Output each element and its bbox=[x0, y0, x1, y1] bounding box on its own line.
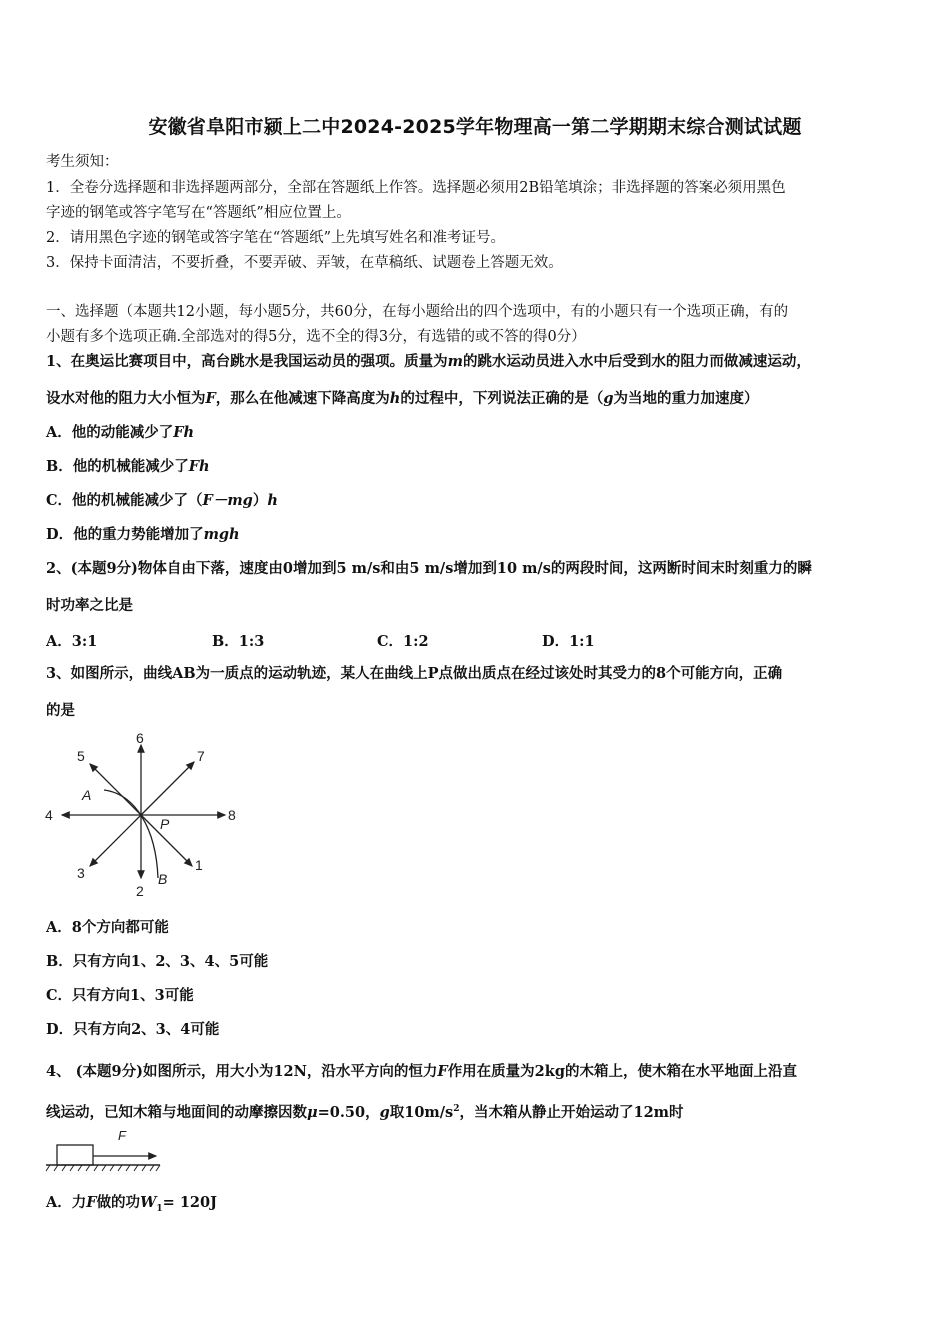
question-1-option-a bbox=[46, 423, 916, 443]
question-2-stem: 2、(本题9分)物体自由下落，速度由0增加到5 m/s和由5 m/s增加到10 m/s的两段时间，这两断时间末时刻重力的瞬 bbox=[46, 560, 812, 577]
question-4-stem bbox=[46, 1099, 916, 1123]
var-Fh: Fh bbox=[173, 424, 195, 441]
question-3-option-a: A．8个方向都可能 bbox=[46, 919, 169, 936]
direction-label-3: 3 bbox=[77, 865, 85, 881]
ground-hatching bbox=[46, 1165, 160, 1171]
text-run: B．他的机械能减少了 bbox=[46, 458, 189, 475]
text-run: = 120J bbox=[162, 1194, 217, 1211]
question-2-option-c: C．1:2 bbox=[377, 633, 429, 650]
var-F: F bbox=[437, 1063, 448, 1080]
var-F-mg: F－mg bbox=[202, 492, 253, 509]
question-2-option-d: D．1:1 bbox=[542, 633, 595, 650]
question-1-option-b bbox=[46, 457, 916, 477]
var-g: g bbox=[379, 1103, 390, 1121]
text-run: 线运动，已知木箱与地面间的动摩擦因数 bbox=[46, 1103, 307, 1121]
var-g: g bbox=[603, 390, 614, 407]
var-m: m bbox=[447, 353, 463, 370]
text-run: A．力 bbox=[46, 1194, 87, 1211]
question-1-option-d bbox=[46, 525, 916, 545]
text-run: 设水对他的阻力大小恒为 bbox=[46, 390, 206, 407]
var-F: F bbox=[205, 390, 216, 407]
notice-item: 3．保持卡面清洁，不要折叠，不要弄破、弄皱，在草稿纸、试题卷上答题无效。 bbox=[46, 255, 563, 271]
var-h: h bbox=[389, 390, 401, 407]
text-run: 的跳水运动员进入水中后受到水的阻力而做减速运动， bbox=[462, 353, 811, 370]
direction-label-7: 7 bbox=[197, 748, 205, 764]
question-1-stem bbox=[46, 352, 916, 372]
force-directions-figure bbox=[40, 728, 250, 900]
question-3-option-c: C．只有方向1、3可能 bbox=[46, 987, 194, 1004]
question-4-stem bbox=[46, 1062, 916, 1082]
point-label-P: P bbox=[160, 816, 170, 832]
text-run: =0.50， bbox=[317, 1103, 380, 1121]
question-1-option-c bbox=[46, 491, 916, 511]
question-4-option-a bbox=[46, 1193, 916, 1219]
notice-heading: 考生须知： bbox=[46, 154, 119, 170]
curve-label-A: A bbox=[82, 787, 92, 803]
arrow-5 bbox=[90, 764, 141, 815]
var-Fh: Fh bbox=[188, 458, 210, 475]
question-2-option-b: B．1:3 bbox=[212, 633, 265, 650]
trajectory-curve-AB bbox=[104, 790, 158, 878]
subscript: 1 bbox=[156, 1203, 163, 1214]
question-3-option-d: D．只有方向2、3、4可能 bbox=[46, 1021, 220, 1038]
question-3-stem: 的是 bbox=[46, 702, 75, 719]
text-run: ，当木箱从静止开始运动了12m时 bbox=[459, 1103, 684, 1121]
question-3-stem: 3、如图所示，曲线AB为一质点的运动轨迹，某人在曲线上P点做出质点在经过该处时其受力的8个可能方向，正确 bbox=[46, 665, 783, 682]
question-2-option-a: A．3:1 bbox=[46, 633, 98, 650]
text-run: ，那么在他减速下降高度为 bbox=[215, 390, 390, 407]
text-run: ） bbox=[252, 492, 268, 509]
question-1-stem bbox=[46, 389, 916, 409]
question-3-option-b: B．只有方向1、2、3、4、5可能 bbox=[46, 953, 269, 970]
text-run: 做的功 bbox=[96, 1194, 141, 1211]
text-run: 作用在质量为2kg的木箱上，使木箱在水平地面上沿直 bbox=[447, 1063, 797, 1080]
box-force-figure bbox=[44, 1124, 166, 1174]
section-instructions: 一、选择题（本题共12小题，每小题5分，共60分，在每小题给出的四个选项中，有的小题只有一个选项正确，有的 bbox=[46, 304, 789, 320]
direction-label-2: 2 bbox=[136, 883, 144, 899]
question-2-stem: 时功率之比是 bbox=[46, 597, 133, 614]
notice-item: 1．全卷分选择题和非选择题两部分，全部在答题纸上作答。选择题必须用2B铅笔填涂；非选择题的答案必须用黑色 bbox=[46, 180, 786, 196]
text-run: A．他的动能减少了 bbox=[46, 424, 174, 441]
var-mgh: mgh bbox=[203, 526, 240, 543]
wooden-box bbox=[57, 1145, 93, 1165]
direction-label-4: 4 bbox=[45, 807, 53, 823]
direction-label-5: 5 bbox=[77, 748, 85, 764]
direction-label-1: 1 bbox=[195, 857, 203, 873]
text-run: C．他的机械能减少了（ bbox=[46, 492, 203, 509]
exam-title: 安徽省阜阳市颍上二中2024-2025学年物理高一第二学期期末综合测试试题 bbox=[148, 116, 802, 138]
notice-item: 2．请用黑色字迹的钢笔或答字笔在“答题纸”上先填写姓名和准考证号。 bbox=[46, 230, 506, 246]
text-run: 的过程中，下列说法正确的是（ bbox=[400, 390, 604, 407]
text-run: 取10m/s bbox=[389, 1103, 454, 1121]
text-run: 为当地的重力加速度） bbox=[613, 390, 759, 407]
curve-label-B: B bbox=[158, 871, 168, 887]
var-W: W bbox=[140, 1194, 157, 1211]
var-F: F bbox=[86, 1194, 97, 1211]
arrow-7 bbox=[141, 762, 194, 815]
text-run: D．他的重力势能增加了 bbox=[46, 526, 204, 543]
text-run: 1、在奥运比赛项目中，高台跳水是我国运动员的强项。质量为 bbox=[46, 353, 448, 370]
text-run: 4、 (本题9分)如图所示，用大小为12N，沿水平方向的恒力 bbox=[46, 1063, 438, 1080]
superscript: 2 bbox=[453, 1104, 460, 1114]
force-label-F: F bbox=[118, 1128, 126, 1143]
section-instructions: 小题有多个选项正确.全部选对的得5分，选不全的得3分，有选错的或不答的得0分） bbox=[46, 329, 586, 345]
notice-item: 字迹的钢笔或答字笔写在“答题纸”相应位置上。 bbox=[46, 205, 351, 221]
var-h: h bbox=[267, 492, 278, 509]
arrow-3 bbox=[90, 815, 141, 866]
direction-label-8: 8 bbox=[228, 807, 236, 823]
var-mu: μ bbox=[307, 1103, 318, 1121]
direction-label-6: 6 bbox=[136, 730, 144, 746]
